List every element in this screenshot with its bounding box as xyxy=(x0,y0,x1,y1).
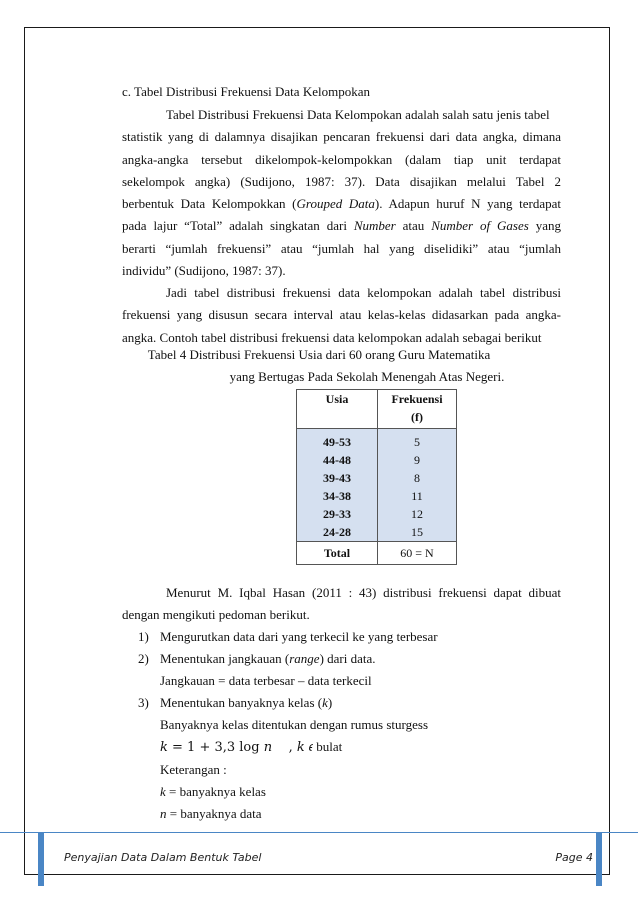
guideline-list xyxy=(138,626,568,826)
table-caption-line2: yang Bertugas Pada Sekolah Menengah Atas Negeri. xyxy=(229,369,505,384)
list-item: Menentukan banyaknya kelas (k) xyxy=(160,695,333,710)
table-cell: 39-43 xyxy=(323,471,351,485)
footer-rule xyxy=(0,832,638,833)
paragraph-1 xyxy=(118,104,561,282)
col-usia-header: Usia xyxy=(297,390,378,429)
p3-line2: dengan mengikuti pedoman berikut. xyxy=(122,607,310,622)
table-cell: 44-48 xyxy=(323,453,351,467)
table-cell: 11 xyxy=(411,489,423,503)
total-label: Total xyxy=(297,542,378,565)
total-value: 60 = N xyxy=(378,542,457,565)
table-cell: 9 xyxy=(414,453,420,467)
frekuensi-cells xyxy=(378,429,457,542)
footer-left-bar xyxy=(38,832,44,886)
col-frekuensi-header: Frekuensi (f) xyxy=(378,390,457,429)
list-number: 3) xyxy=(138,695,149,710)
table-cell: 15 xyxy=(411,525,423,539)
n-definition: n = banyaknya data xyxy=(160,806,262,821)
table-cell: 5 xyxy=(414,435,420,449)
p1-line8: individu” (Sudijono, 1987: 37). xyxy=(122,263,286,279)
table-cell: 34-38 xyxy=(323,489,351,503)
page-number: Page 4 xyxy=(555,851,593,864)
frequency-table xyxy=(296,389,457,565)
p1-line3: angka-angka tersebut dikelompok-kelompokkan (dalam tiap unit terdapat xyxy=(122,151,561,167)
paragraph-2 xyxy=(118,282,561,349)
table-cell: 12 xyxy=(411,507,423,521)
paragraph-3 xyxy=(118,582,561,626)
usia-cells xyxy=(297,429,378,542)
table-cell: 29-33 xyxy=(323,507,351,521)
p3-line1: Menurut M. Iqbal Hasan (2011 : 43) distribusi frekuensi dapat dibuat xyxy=(166,585,561,600)
table-caption-line1: Tabel 4 Distribusi Frekuensi Usia dari 60 orang Guru Matematika xyxy=(147,347,491,362)
list-item: Mengurutkan data dari yang terkecil ke yang terbesar xyxy=(160,629,438,644)
p1-line5: berbentuk Data Kelompokkan (Grouped Data). Adapun huruf N yang terdapat xyxy=(122,196,561,212)
list-item: Menentukan jangkauan (range) dari data. xyxy=(160,651,376,666)
list-number: 1) xyxy=(138,629,149,644)
p2-line1: Jadi tabel distribusi frekuensi data kelompokan adalah tabel distribusi xyxy=(166,285,561,300)
p1-line2: statistik yang di dalamnya disajikan pencaran frekuensi dari data angka, dimana xyxy=(122,129,561,145)
p1-line6: pada lajur “Total” adalah singkatan dari Number atau Number of Gases yang xyxy=(122,218,562,234)
p1-line1: Tabel Distribusi Frekuensi Data Kelompokan adalah salah satu jenis tabel xyxy=(166,107,550,122)
list-subtext: Banyaknya kelas ditentukan dengan rumus sturgess xyxy=(160,717,429,732)
list-subtext: Jangkauan = data terbesar – data terkecil xyxy=(160,673,372,688)
k-definition: k = banyaknya kelas xyxy=(160,784,266,799)
footer-title: Penyajian Data Dalam Bentuk Tabel xyxy=(64,851,262,864)
p1-line7: berarti “jumlah frekuensi” atau “jumlah hal yang diselidiki” atau “jumlah xyxy=(122,240,561,256)
table-cell: 8 xyxy=(414,471,420,485)
section-heading: c. Tabel Distribusi Frekuensi Data Kelompokan xyxy=(122,84,370,99)
p2-line2: frekuensi yang disusun secara interval atau kelas-kelas didasarkan pada angka- xyxy=(122,307,561,323)
table-cell: 49-53 xyxy=(323,435,351,449)
footer-right-bar xyxy=(596,832,602,886)
table-cell: 24-28 xyxy=(323,525,351,539)
p2-line3: angka. Contoh tabel distribusi frekuensi data kelompokan adalah sebagai berikut xyxy=(122,329,542,345)
p1-line4: sekelompok angka) (Sudijono, 1987: 37). Data disajikan melalui Tabel 2 xyxy=(122,173,561,189)
sturgess-formula: 𝑘 = 1 + 3,3 log 𝑛 , 𝑘 𝜖 bulat xyxy=(160,739,343,755)
keterangan-label: Keterangan : xyxy=(160,762,227,777)
list-number: 2) xyxy=(138,651,149,666)
